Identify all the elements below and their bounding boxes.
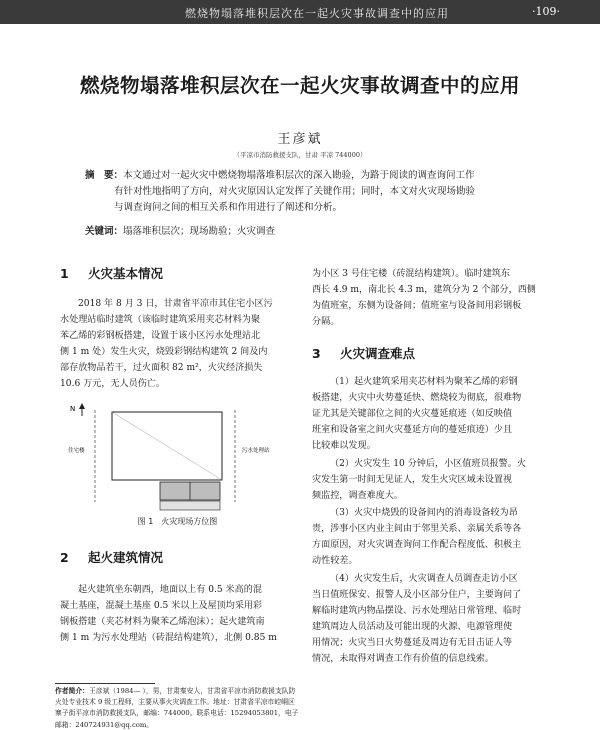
site-map-diagram — [60, 402, 295, 512]
sewage-station — [160, 501, 220, 510]
abstract — [85, 168, 525, 216]
label-sewage: 污水处理站 — [242, 448, 270, 454]
author-name: 王彦斌 — [277, 132, 323, 147]
section-3-item-2: （2）火灾发生 10 分钟后，小区值班员报警。火 灾发生第一时间无见证人，发生火灾区域未设置视 频监控，调查难度大。 — [312, 459, 526, 501]
abstract-line: 摘 要：本文通过对一起火灾中燃烧物塌落堆积层次的深入勘验，为路于阅读的调查询问工作 — [85, 170, 475, 181]
abstract-line: 有针对性地指明了方向，对火灾原因认定发挥了关键作用；同时，本文对火灾现场勘验 — [114, 186, 476, 197]
section-2-paragraph: 起火建筑坐东朝西，地面以上有 0.5 米高的混 凝土基座，混凝土基座 0.5 米以上及屋顶均采用彩 钢板搭建（夹芯材料为聚苯乙烯泡沫）；起火建筑南 侧 1 m 为污水处理站（砖混结构建筑），北侧 0.85 m — [60, 585, 277, 643]
running-header — [0, 0, 600, 24]
section-2-continued: 为小区 3 号住宅楼（砖混结构建筑）。临时建筑东 西长 4.9 m，南北长 4.3 m，建筑分为 2 个部分，西侧 为值班室，东侧为设备间；值班室与设备间用彩钢板 分隔。 — [312, 269, 536, 327]
north-label: N — [70, 405, 76, 413]
paper-title: 燃烧物塌落堆积层次在一起火灾事故调查中的应用 — [79, 74, 520, 97]
author-affiliation: （平凉市消防救援支队，甘肃 平凉 744000） — [233, 151, 367, 159]
running-title: 燃烧物塌落堆积层次在一起火灾事故调查中的应用 — [185, 7, 449, 20]
footnote-rule — [55, 683, 155, 684]
author-footnote — [55, 686, 300, 730]
abstract-line: 与调查询问之间的相互关系和作用进行了阐述和分析。 — [114, 202, 343, 213]
abstract-label: 摘 要： — [85, 170, 124, 181]
section-heading-3: 3 火灾调查难点 — [312, 346, 416, 361]
section-heading-1: 1 火灾基本情况 — [60, 266, 164, 281]
page-number: ·109· — [532, 5, 560, 18]
keywords-label: 关键词： — [85, 226, 124, 237]
building-hatch — [112, 412, 222, 480]
section-1-paragraph: 2018 年 8 月 3 日，甘肃省平凉市其住宅小区污 水处理站临时建筑（该临时建筑采用夹芯材料为聚 苯乙烯的彩钢板搭建，设置于该小区污水处理站北 侧 1 m 处）发生火灾，烧毁彩钢结构建筑 2 间及内 部存放物品若干，过火面积 82 m²，火灾经济损失 10.6 万元，无人员伤亡。 — [60, 299, 273, 389]
footnote-label: 作者简介： — [55, 687, 89, 695]
keywords-text: 塌落堆积层次；现场勘验；火灾调查 — [123, 226, 276, 237]
north-arrow-icon — [79, 403, 85, 409]
section-3-item-1: （1）起火建筑采用夹芯材料为聚苯乙烯的彩钢 板搭建，火灾中火势蔓延快、燃烧较为彻底，很难物 证尤其是关键部位之间的火灾蔓延痕迹（如反映值 班室和设备室之间火灾蔓延方向的蔓延痕迹）少且 比较难以发现。 — [312, 377, 522, 451]
section-3-item-4: （4）火灾发生后，火灾调查人员调查走访小区 当日值班保安、报警人及小区部分住户，主要询问了 解临时建筑内物品摆设、污水处理站日常管理、临时 建筑周边人员活动及可能出现的火源、电源管理使 用情况；火灾当日火势蔓延及周边有无目击证人等 情况，未取得对调查工作有价值的信息线索。 — [312, 574, 522, 664]
label-residential: 住宅楼 — [68, 448, 85, 454]
figure-site-map — [60, 402, 295, 512]
section-heading-2: 2 起火建筑情况 — [60, 550, 164, 565]
keywords — [85, 224, 525, 240]
figure-caption: 图 1 火灾现场方位图 — [137, 517, 218, 526]
footnote-text: 王彦斌（1984— ），男，甘肃秦安人，甘肃省平凉市消防救援支队防火处专业技术 9 级工程师，主要从事火灾调查工作。地址：甘肃省平凉市崆峒区寨子街平凉市消防救援支队，邮编：744000。联系电话：15294053801，电子邮箱：240724931@qq.com。 — [55, 687, 299, 729]
section-3-item-3: （3）火灾中烧毁的设备间内的消毒设备较为昂 贵，涉事小区内业主间由于邻里关系、亲属关系等各 方面原因，对火灾调查询问工作配合程度低、积极主 动性较差。 — [312, 508, 522, 566]
